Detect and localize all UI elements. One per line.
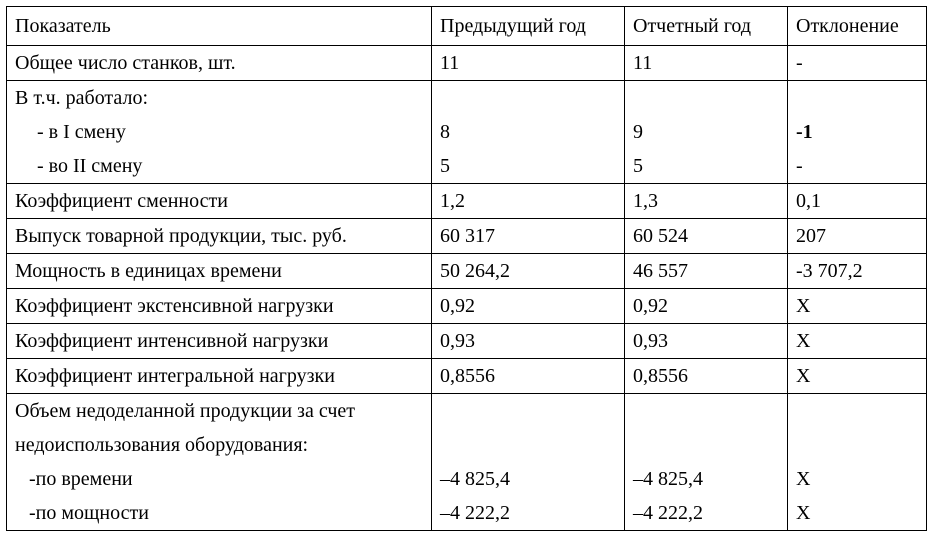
row-dev: Х (788, 359, 927, 394)
row-report: 0,92 (625, 289, 788, 324)
row-dev: Х (788, 289, 927, 324)
row-label: Коэффициент интенсивной нагрузки (7, 324, 432, 359)
row-dev: 0,1 (788, 184, 927, 219)
by-capacity-report: –4 222,2 (633, 502, 703, 524)
row-report: 0,93 (625, 324, 788, 359)
row-label (7, 394, 432, 531)
row-prev: 11 (432, 46, 625, 81)
row-report (625, 81, 788, 184)
by-time-dev: Х (796, 468, 811, 490)
row-prev: 0,92 (432, 289, 625, 324)
row-dev (788, 394, 927, 531)
table-row (7, 184, 927, 219)
row-report: 60 524 (625, 219, 788, 254)
row-label: Мощность в единицах времени (7, 254, 432, 289)
table-row (7, 324, 927, 359)
by-time-label: -по времени (29, 468, 133, 490)
row-prev (432, 394, 625, 531)
underproduction-label-1: Объем недоделанной продукции за счет (15, 400, 355, 422)
row-report: 0,8556 (625, 359, 788, 394)
table-row (7, 359, 927, 394)
shift2-label: - во II смену (37, 155, 143, 177)
header-indicator: Показатель (7, 7, 432, 46)
row-dev: -3 707,2 (788, 254, 927, 289)
row-dev: - (788, 46, 927, 81)
worked-label: В т.ч. работало: (15, 87, 148, 109)
row-label: Коэффициент интегральной нагрузки (7, 359, 432, 394)
shift2-prev: 5 (440, 155, 450, 177)
shift1-label: - в I смену (37, 121, 126, 143)
table-container (6, 6, 927, 531)
row-report: 46 557 (625, 254, 788, 289)
header-deviation: Отклонение (788, 7, 927, 46)
table-row (7, 254, 927, 289)
table-row (7, 46, 927, 81)
by-time-report: –4 825,4 (633, 468, 703, 490)
by-capacity-label: -по мощности (29, 502, 149, 524)
row-prev: 0,93 (432, 324, 625, 359)
table-row (7, 289, 927, 324)
by-capacity-prev: –4 222,2 (440, 502, 510, 524)
row-prev: 60 317 (432, 219, 625, 254)
row-dev (788, 81, 927, 184)
row-report: 1,3 (625, 184, 788, 219)
row-label: Выпуск товарной продукции, тыс. руб. (7, 219, 432, 254)
shift1-dev: -1 (796, 121, 813, 143)
row-prev: 0,8556 (432, 359, 625, 394)
row-label: Коэффициент экстенсивной нагрузки (7, 289, 432, 324)
header-prev-year: Предыдущий год (432, 7, 625, 46)
shift2-report: 5 (633, 155, 643, 177)
shift2-dev: - (796, 155, 803, 177)
row-report (625, 394, 788, 531)
row-label: Коэффициент сменности (7, 184, 432, 219)
table-row (7, 219, 927, 254)
table-row (7, 394, 927, 531)
table-header-row (7, 7, 927, 46)
row-report: 11 (625, 46, 788, 81)
header-report-year: Отчетный год (625, 7, 788, 46)
row-prev: 1,2 (432, 184, 625, 219)
shift1-prev: 8 (440, 121, 450, 143)
by-capacity-dev: Х (796, 502, 811, 524)
row-label (7, 81, 432, 184)
by-time-prev: –4 825,4 (440, 468, 510, 490)
row-dev: Х (788, 324, 927, 359)
row-prev (432, 81, 625, 184)
table-row (7, 81, 927, 184)
underproduction-label-2: недоиспользования оборудования: (15, 434, 309, 456)
row-label: Общее число станков, шт. (7, 46, 432, 81)
row-dev: 207 (788, 219, 927, 254)
row-prev: 50 264,2 (432, 254, 625, 289)
equipment-usage-table (6, 6, 927, 531)
shift1-report: 9 (633, 121, 643, 143)
